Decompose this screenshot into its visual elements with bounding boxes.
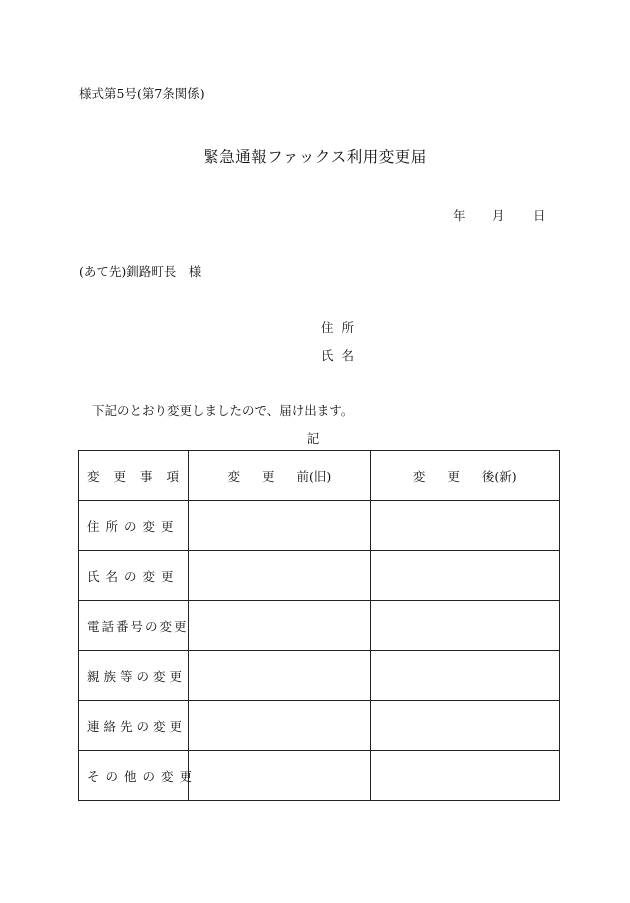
row-label-cell: [79, 701, 189, 751]
row-label: その他の変更: [87, 768, 199, 784]
header-before: [189, 451, 370, 501]
header-after: [370, 451, 559, 501]
before-cell[interactable]: [189, 651, 370, 701]
table-header-row: [79, 451, 560, 501]
table-row: [79, 601, 560, 651]
table-row: [79, 551, 560, 601]
header-item: [79, 451, 194, 501]
row-label: 親族等の変更: [87, 668, 187, 684]
after-cell[interactable]: [370, 601, 559, 651]
row-label: 電話番号の変更: [87, 618, 189, 634]
table-row: [79, 701, 560, 751]
row-label-cell: [79, 501, 189, 551]
header-item-label: 変更事項: [87, 468, 194, 484]
row-label-cell: [79, 751, 199, 801]
row-label: 氏名の変更: [87, 568, 180, 584]
date-year-label: 年: [453, 208, 466, 223]
row-label: 連絡先の変更: [87, 718, 187, 734]
before-cell[interactable]: [189, 701, 370, 751]
table-row: [79, 651, 560, 701]
header-before-prefix: 変更: [227, 468, 297, 484]
form-number: 様式第5号(第7条関係): [79, 86, 205, 101]
header-after-prefix: 変更: [412, 468, 482, 484]
before-cell[interactable]: [189, 601, 370, 651]
row-label: 住所の変更: [87, 518, 180, 534]
after-cell[interactable]: [370, 501, 559, 551]
after-cell[interactable]: [370, 701, 559, 751]
ki-label: 記: [306, 431, 320, 446]
after-cell[interactable]: [370, 551, 559, 601]
change-table: [78, 450, 560, 801]
after-cell[interactable]: [370, 651, 559, 701]
applicant-name-label: 氏名: [321, 348, 363, 363]
table-row: [79, 501, 560, 551]
date-month-label: 月: [492, 208, 505, 223]
row-label-cell: [79, 551, 189, 601]
after-cell[interactable]: [370, 751, 559, 801]
addressee: (あて先)釧路町長 様: [79, 264, 202, 279]
applicant-address-label: 住所: [321, 320, 363, 335]
statement-text: 下記のとおり変更しましたので、届け出ます。: [92, 403, 354, 418]
date-day-label: 日: [533, 208, 546, 223]
header-before-suffix: 前(旧): [296, 468, 332, 484]
before-cell[interactable]: [189, 501, 370, 551]
header-after-suffix: 後(新): [481, 468, 517, 484]
row-label-cell: [79, 601, 189, 651]
document-title: 緊急通報ファックス利用変更届: [203, 148, 427, 166]
before-cell[interactable]: [189, 551, 370, 601]
row-label-cell: [79, 651, 189, 701]
table-row: [79, 751, 560, 801]
before-cell[interactable]: [189, 751, 370, 801]
